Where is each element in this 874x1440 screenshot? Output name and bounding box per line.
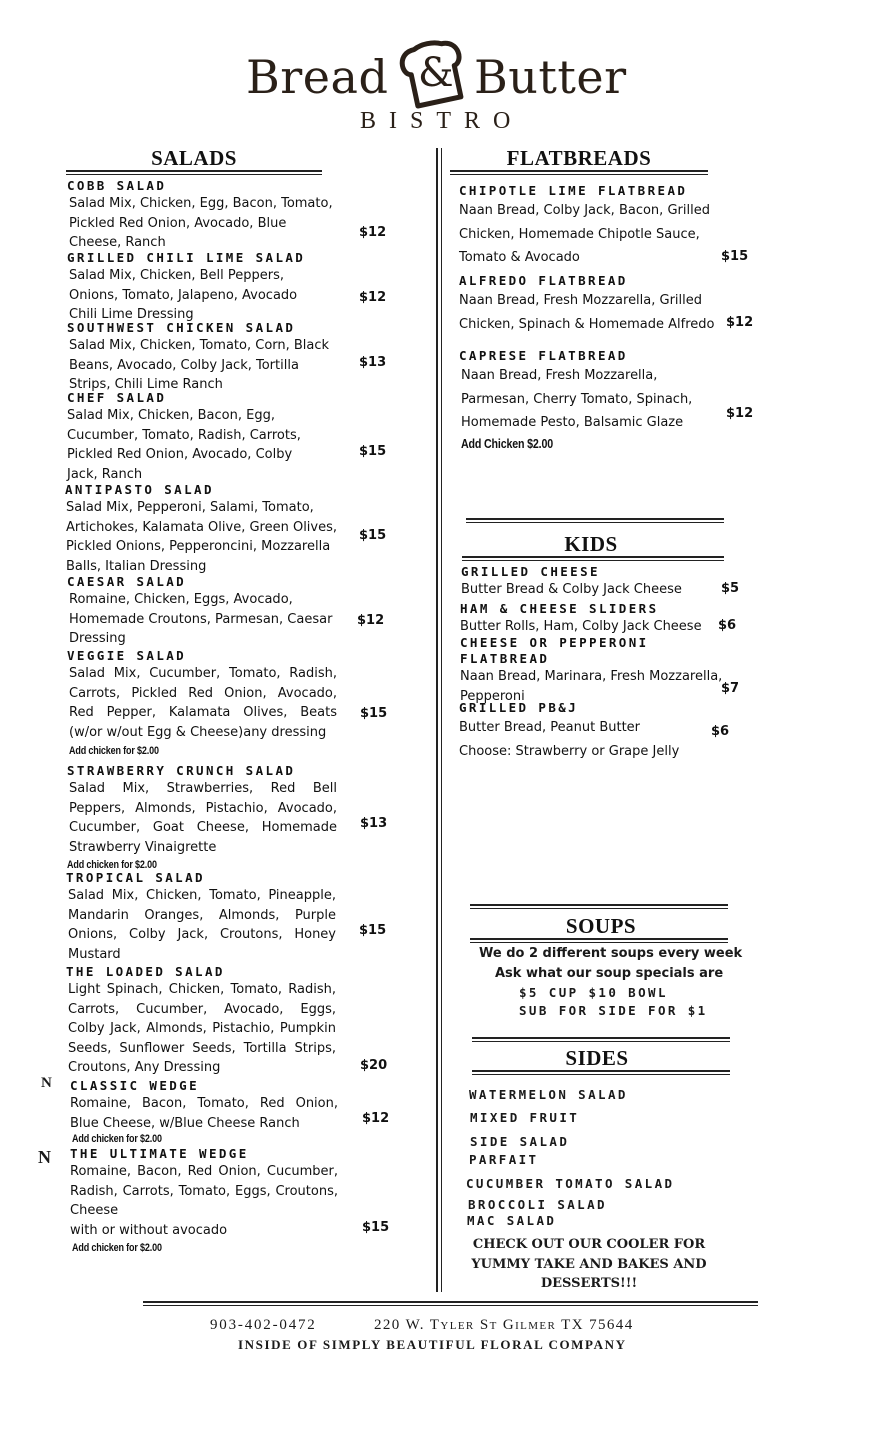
item-price: $15 — [359, 923, 387, 938]
menu-item-cheese-or-pepperoni-flatbread — [460, 635, 730, 706]
item-description: Romaine, Bacon, Tomato, Red Onion, Blue Cheese, w/Blue Cheese Ranch — [70, 1096, 338, 1131]
item-name: CHEESE OR PEPPERONI FLATBREAD — [460, 635, 649, 666]
new-item-badge: N — [41, 1075, 52, 1091]
item-name: GRILLED PB&J — [459, 700, 579, 715]
add-chicken-note: Add chicken for $2.00 — [72, 1242, 162, 1254]
sides-top-rule — [472, 1037, 730, 1042]
item-description-extra: with or without avocado — [70, 1222, 228, 1238]
item-name: STRAWBERRY CRUNCH SALAD — [67, 763, 296, 778]
brand-ampersand: & — [418, 50, 454, 96]
item-name: VEGGIE SALAD — [67, 648, 187, 663]
item-price: $12 — [726, 315, 754, 330]
cooler-note: CHECK OUT OUR COOLER FOR YUMMY TAKE AND BAKES AND DESSERTS!!! — [471, 1237, 707, 1291]
column-divider — [436, 148, 438, 1292]
menu-item-the-ultimate-wedge — [70, 1146, 340, 1254]
soups-note-2: Ask what our soup specials are — [495, 966, 724, 981]
item-description: Naan Bread, Colby Jack, Bacon, Grilled Chicken, Homemade Chipotle Sauce, Tomato & Avocado — [459, 203, 710, 265]
item-price: $15 — [362, 1220, 390, 1235]
item-name: CHIPOTLE LIME FLATBREAD — [459, 183, 688, 198]
side-item: PARFAIT — [469, 1152, 539, 1167]
item-price: $20 — [360, 1058, 388, 1073]
sides-heading-rule — [472, 1070, 730, 1075]
item-name: TROPICAL SALAD — [66, 870, 205, 885]
item-description: Salad Mix, Strawberries, Red Bell Peppers, Almonds, Pistachio, Avocado, Cucumber, Goat Cheese, Homemade Strawberry Vinaigrette — [69, 781, 337, 855]
brand-subtitle: BISTRO — [360, 108, 524, 134]
item-name: GRILLED CHILI LIME SALAD — [67, 250, 306, 265]
add-chicken-note: Add chicken for $2.00 — [67, 859, 157, 871]
menu-item-the-loaded-salad — [66, 964, 338, 1078]
salads-heading-rule — [66, 170, 322, 175]
new-item-badge: N — [38, 1147, 51, 1167]
footer-location-note: INSIDE OF SIMPLY BEAUTIFUL FLORAL COMPANY — [238, 1337, 627, 1352]
menu-item-cobb-salad — [67, 178, 339, 253]
footer-rule-top — [143, 1301, 758, 1303]
item-name: CLASSIC WEDGE — [70, 1078, 200, 1093]
menu-item-strawberry-crunch-salad — [67, 763, 339, 871]
menu-item-veggie-salad — [67, 648, 339, 757]
item-price: $13 — [360, 816, 388, 831]
item-name: SOUTHWEST CHICKEN SALAD — [67, 320, 296, 335]
soups-sub-note: SUB FOR SIDE FOR $1 — [519, 1003, 708, 1018]
side-item: BROCCOLI SALAD — [468, 1197, 607, 1212]
item-name: ALFREDO FLATBREAD — [459, 273, 628, 288]
menu-item-classic-wedge — [70, 1078, 340, 1145]
kids-heading-rule — [462, 556, 724, 561]
sides-heading: SIDES — [565, 1046, 629, 1070]
side-item: SIDE SALAD — [470, 1134, 570, 1149]
menu-item-caprese-flatbread — [459, 348, 709, 435]
item-name: COBB SALAD — [67, 178, 167, 193]
menu-item-grilled-cheese — [461, 564, 731, 600]
kids-top-rule — [466, 518, 724, 523]
menu-item-ham-cheese-sliders — [460, 601, 730, 637]
footer-phone: 903-402-0472 — [210, 1317, 317, 1333]
item-name: CAESAR SALAD — [67, 574, 187, 589]
item-name: HAM & CHEESE SLIDERS — [460, 601, 659, 616]
soups-top-rule — [470, 904, 728, 909]
menu-item-chipotle-lime-flatbread — [459, 183, 721, 270]
menu-item-antipasto-salad — [65, 482, 345, 576]
item-description: Light Spinach, Chicken, Tomato, Radish, Carrots, Cucumber, Avocado, Eggs, Colby Jack, Almonds, Pistachio, Pumpkin Seeds, Sunflower Seeds, Tortilla Strips, Croutons, Any Dressing — [68, 982, 336, 1075]
side-item: WATERMELON SALAD — [469, 1087, 628, 1102]
item-description: Butter Bread & Colby Jack Cheese — [461, 582, 682, 597]
brand-word-butter: Butter — [474, 50, 627, 104]
item-description: Butter Bread, Peanut Butter — [459, 720, 641, 735]
item-price: $12 — [726, 406, 754, 421]
column-divider-thin — [441, 148, 442, 1292]
footer-rule-bottom — [143, 1305, 758, 1306]
item-name: ANTIPASTO SALAD — [65, 482, 214, 497]
soups-note-1: We do 2 different soups every week — [479, 946, 743, 961]
item-description: Butter Rolls, Ham, Colby Jack Cheese — [460, 619, 702, 634]
item-price: $6 — [711, 724, 730, 739]
item-description: Salad Mix, Chicken, Tomato, Corn, Black Beans, Avocado, Colby Jack, Tortilla Strips, Chili Lime Ranch — [69, 338, 330, 392]
brand-word-bread: Bread — [246, 50, 389, 104]
item-price: $15 — [359, 444, 387, 459]
item-description: Salad Mix, Cucumber, Tomato, Radish, Carrots, Pickled Red Onion, Avocado, Red Pepper, Kalamata Olives, Beats (w/or w/out Egg & Cheese)any dressing — [69, 666, 337, 740]
salads-heading: SALADS — [151, 146, 237, 170]
menu-item-caesar-salad — [67, 574, 342, 649]
item-description: Romaine, Bacon, Red Onion, Cucumber, Radish, Carrots, Tomato, Eggs, Croutons, Cheese — [70, 1164, 338, 1218]
kids-heading: KIDS — [564, 532, 618, 556]
item-price: $15 — [360, 706, 388, 721]
item-name: THE ULTIMATE WEDGE — [70, 1146, 249, 1161]
side-item: MIXED FRUIT — [470, 1110, 580, 1125]
item-price: $15 — [721, 249, 749, 264]
item-price: $5 — [721, 581, 740, 596]
add-chicken-note: Add chicken for $2.00 — [69, 745, 159, 757]
menu-item-southwest-chicken-salad — [67, 320, 339, 395]
item-description: Romaine, Chicken, Eggs, Avocado, Homemade Croutons, Parmesan, Caesar Dressing — [69, 592, 333, 646]
item-description: Salad Mix, Pepperoni, Salami, Tomato, Artichokes, Kalamata Olive, Green Olives, Pickled Onions, Pepperoncini, Mozzarella Balls, Italian Dressing — [66, 500, 338, 574]
item-description: Salad Mix, Chicken, Egg, Bacon, Tomato, Pickled Red Onion, Avocado, Blue Cheese, Ranch — [69, 196, 333, 250]
soups-heading: SOUPS — [565, 914, 637, 938]
item-name: GRILLED CHEESE — [461, 564, 600, 579]
soups-prices: $5 CUP $10 BOWL — [519, 985, 668, 1000]
item-description: Naan Bread, Fresh Mozzarella, Parmesan, Cherry Tomato, Spinach, Homemade Pesto, Balsamic Glaze — [461, 368, 693, 430]
item-description: Salad Mix, Chicken, Bacon, Egg, Cucumber, Tomato, Radish, Carrots, Pickled Red Onion, Avocado, Colby Jack, Ranch — [67, 408, 301, 482]
menu-item-chef-salad — [67, 390, 312, 484]
flatbreads-heading-rule — [450, 170, 708, 175]
menu-item-alfredo-flatbread — [459, 273, 719, 336]
item-description: Naan Bread, Marinara, Fresh Mozzarella, Pepperoni — [460, 669, 723, 704]
soups-heading-rule — [470, 938, 728, 943]
item-price: $12 — [359, 225, 387, 240]
add-chicken-note: Add chicken for $2.00 — [72, 1133, 162, 1145]
flatbreads-heading: FLATBREADS — [506, 146, 652, 170]
item-price: $12 — [362, 1111, 390, 1126]
item-price: $7 — [721, 681, 740, 696]
item-name: CAPRESE FLATBREAD — [459, 348, 628, 363]
item-price: $12 — [359, 290, 387, 305]
item-price: $15 — [359, 528, 387, 543]
item-price: $6 — [718, 618, 737, 633]
item-description-extra: Choose: Strawberry or Grape Jelly — [459, 743, 680, 759]
item-name: THE LOADED SALAD — [66, 964, 225, 979]
menu-item-grilled-pbj — [459, 700, 729, 763]
item-description: Salad Mix, Chicken, Bell Peppers, Onions, Tomato, Jalapeno, Avocado Chili Lime Dressing — [69, 268, 298, 322]
item-price: $13 — [359, 355, 387, 370]
item-description: Salad Mix, Chicken, Tomato, Pineapple, Mandarin Oranges, Almonds, Purple Onions, Colby Jack, Croutons, Honey Mustard — [68, 888, 336, 962]
side-item: MAC SALAD — [467, 1213, 557, 1228]
menu-item-tropical-salad — [66, 870, 338, 964]
flatbread-add-chicken-note: Add Chicken $2.00 — [461, 436, 554, 451]
item-name: CHEF SALAD — [67, 390, 167, 405]
item-price: $12 — [357, 613, 385, 628]
side-item: CUCUMBER TOMATO SALAD — [466, 1176, 675, 1191]
footer-address: 220 W. Tyler St Gilmer TX 75644 — [374, 1317, 634, 1333]
item-description: Naan Bread, Fresh Mozzarella, Grilled Chicken, Spinach & Homemade Alfredo — [459, 293, 715, 332]
menu-item-grilled-chili-lime-salad — [67, 250, 339, 325]
